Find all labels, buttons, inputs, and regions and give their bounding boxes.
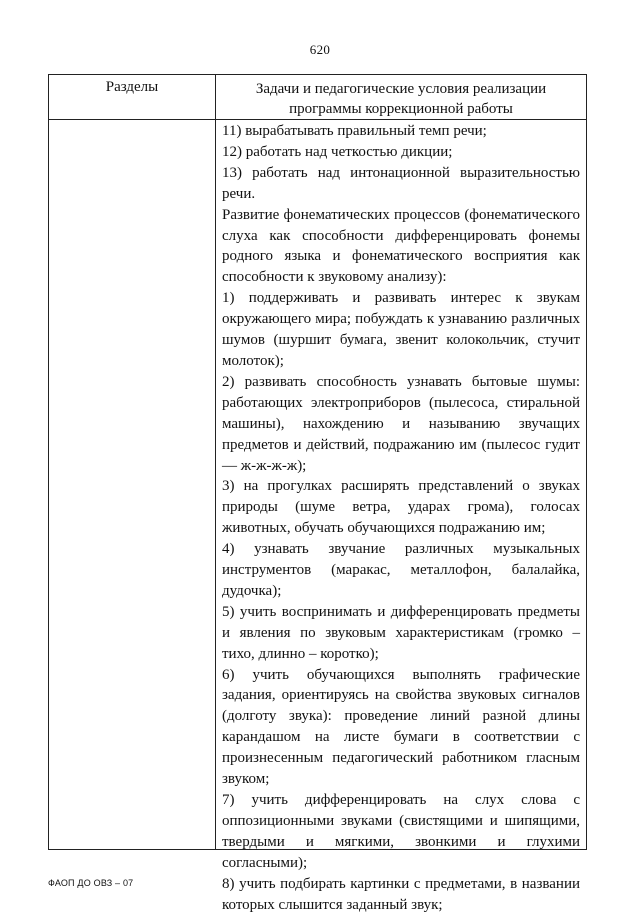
task-item-6: 6) учить обучающихся выполнять графические задания, ориентируясь на свойства звуковых сигналов (долготу звука): проведение линий разной длины карандашом на листе бумаги в соответствии с произнесенным педагогический работником гласным звуком; xyxy=(222,666,580,788)
document-footer: ФАОП ДО ОВЗ – 07 xyxy=(48,878,134,888)
task-item-13: 13) работать над интонационной выразительностью речи. xyxy=(222,164,580,202)
column-divider xyxy=(215,75,216,849)
task-item-2: 2) развивать способность узнавать бытовые шумы: работающих электроприборов (пылесоса, стиральной машины), нахождению и называнию звучащих предметов и действий, подражанию им (пылесос гудит — ж-ж-ж-ж); xyxy=(222,373,580,474)
task-item-7: 7) учить дифференцировать на слух слова с оппозиционными звуками (свистящими и шипящими, твердыми и мягкими, звонкими и глухими согласными); xyxy=(222,792,580,871)
task-item-3: 3) на прогулках расширять представлений о звуках природы (шуме ветра, ударах грома), голосах животных, обучать обучающихся подражанию им; xyxy=(222,478,580,537)
task-item-4: 4) узнавать звучание различных музыкальных инструментов (маракас, металлофон, балалайка, дудочка); xyxy=(222,541,580,599)
task-item-1: 1) поддерживать и развивать интерес к звукам окружающего мира; побуждать к узнаванию различных шумов (шуршит бумага, звенит колокольчик, стучит молоток); xyxy=(222,290,580,369)
header-tasks-line2: программы коррекционной работы xyxy=(289,101,513,117)
tasks-cell xyxy=(222,121,580,915)
section-intro-phonemic: Развитие фонематических процессов (фонематического слуха как способности дифференцировать фонемы родного языка и фонематического восприятия как способности к звуковому анализу): xyxy=(222,206,580,286)
header-tasks xyxy=(216,79,586,119)
task-item-11: 11) вырабатывать правильный темп речи; xyxy=(222,123,487,139)
task-item-8: 8) учить подбирать картинки с предметами, в названии которых слышится заданный звук; xyxy=(222,875,580,913)
header-divider xyxy=(49,119,586,120)
header-sections: Разделы xyxy=(105,79,159,95)
header-tasks-line1: Задачи и педагогические условия реализации xyxy=(255,81,547,97)
task-item-12: 12) работать над четкостью дикции; xyxy=(222,143,453,160)
page-number: 620 xyxy=(309,42,331,57)
task-item-5: 5) учить воспринимать и дифференцировать предметы и явления по звуковым характеристикам (громко – тихо, длинно – коротко); xyxy=(222,603,580,662)
